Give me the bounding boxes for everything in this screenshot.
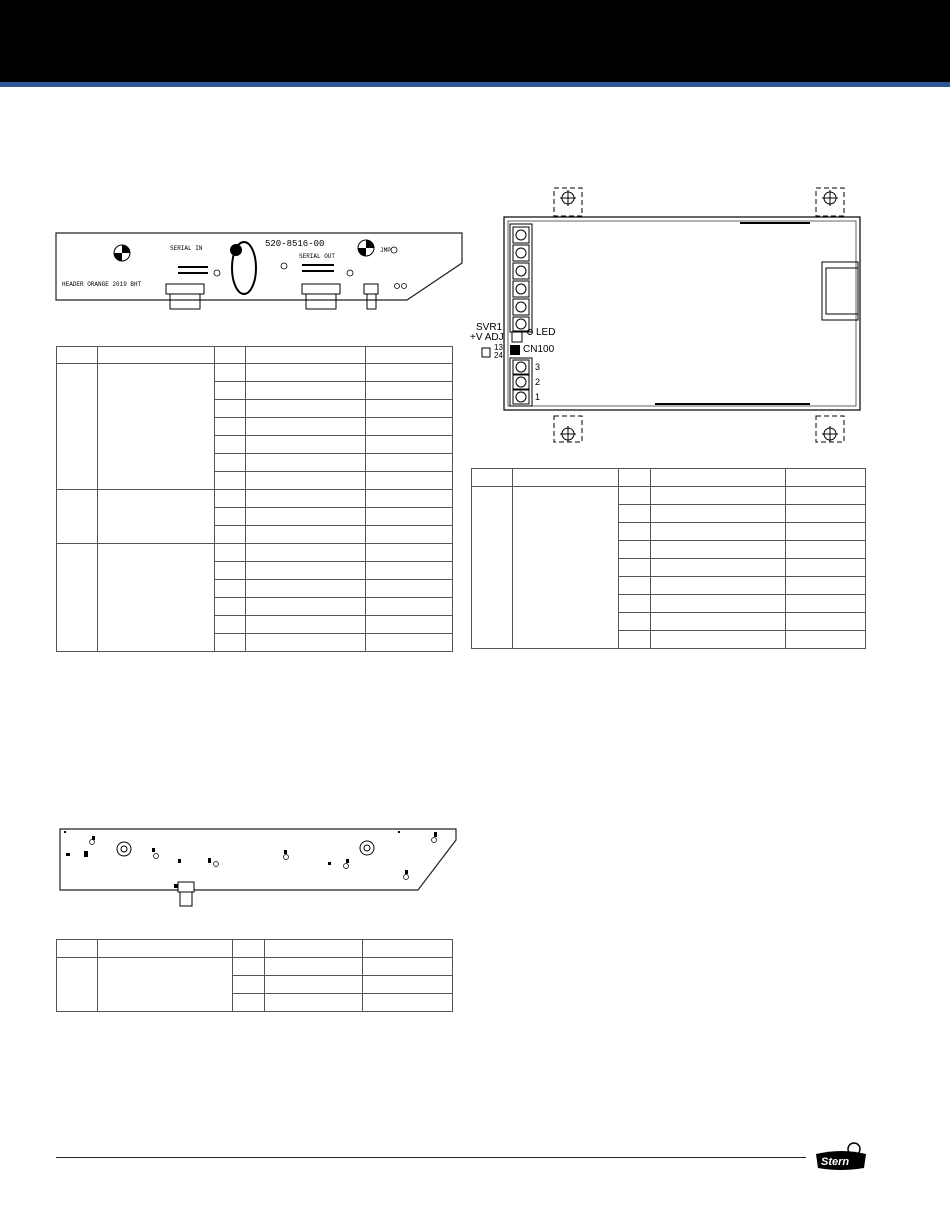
- terminal-1-label: 1: [535, 392, 541, 402]
- header-bar: [0, 0, 950, 82]
- mount-hole-icon: [358, 240, 374, 256]
- terminal-2-label: 2: [535, 377, 541, 387]
- logo-text: Stern: [821, 1156, 850, 1168]
- terminal-3-label: 3: [535, 362, 541, 372]
- table-power-supply: [471, 468, 866, 649]
- cn-pins-bottom: 24: [494, 351, 503, 360]
- footer-rule: [56, 1157, 806, 1158]
- serial-in-label: SERIAL IN: [170, 245, 203, 252]
- svr1-label: SVR1: [476, 322, 503, 333]
- stern-logo: [812, 1140, 872, 1174]
- part-number: 520-8516-00: [265, 239, 325, 249]
- led-label: LED: [536, 327, 556, 338]
- pcb-board-top: [52, 228, 470, 318]
- pcb-board-bottom: [56, 826, 466, 908]
- power-supply-diagram: [470, 180, 870, 445]
- table-board-top: [56, 346, 453, 652]
- header-orange-label: HEADER ORANGE 2019 BHT: [62, 281, 142, 288]
- mount-hole-icon: [114, 245, 130, 261]
- header-stripe: [0, 82, 950, 87]
- table-board-bottom: [56, 939, 453, 1012]
- v-adj-label: +V ADJ: [470, 332, 504, 343]
- cn100-label: CN100: [523, 344, 555, 355]
- jmp-label: JMP: [380, 247, 391, 254]
- cn-pins-top: 13: [494, 343, 503, 352]
- serial-out-label: SERIAL OUT: [299, 253, 336, 260]
